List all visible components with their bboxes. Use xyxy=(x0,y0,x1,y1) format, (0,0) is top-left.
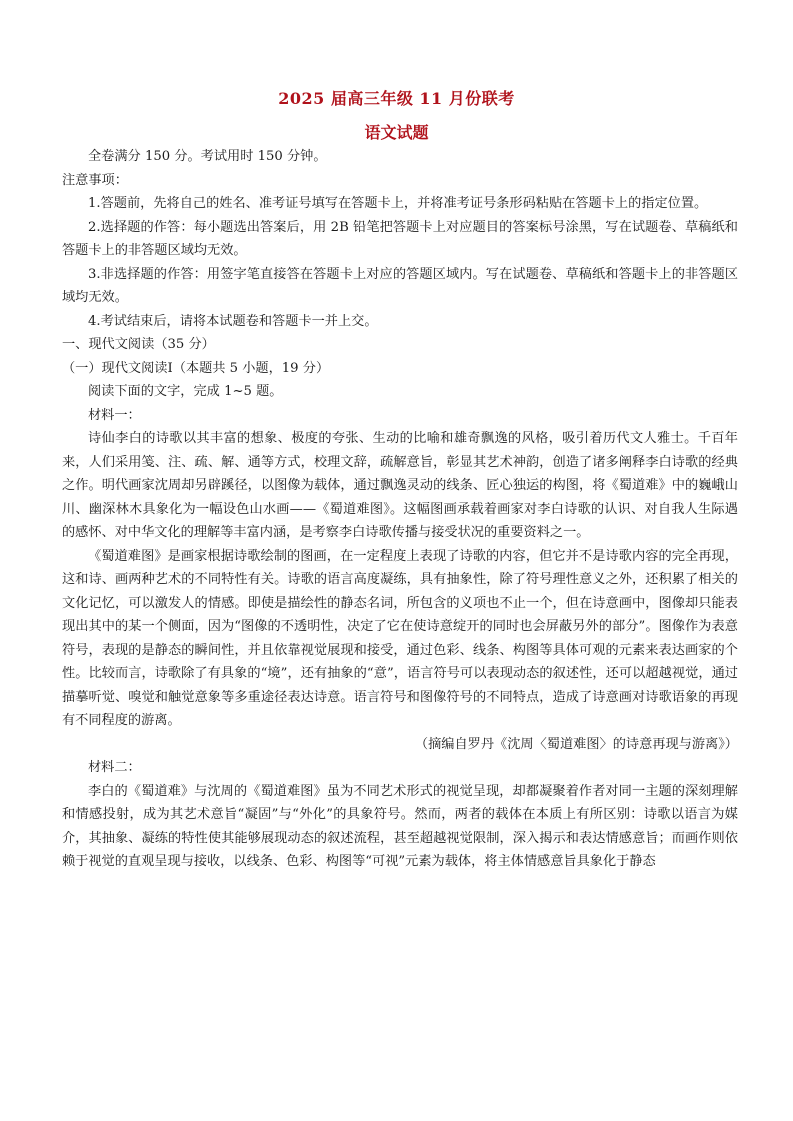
material-paragraph: 诗仙李白的诗歌以其丰富的想象、极度的夸张、生动的比喻和雄奇飘逸的风格，吸引着历代文人雅士。千百年来，人们采用笺、注、疏、解、通等方式，校理文辞，疏解意旨，彰显其艺术神韵，创造了诸多阐释李白诗歌的经典之作。明代画家沈周却另辟蹊径，以图像为载体，通过飘逸灵动的线条、匠心独运的构图，将《蜀道难》中的巍峨山川、幽深林木具象化为一幅设色山水画——《蜀道难图》。这幅图画承载着画家对李白诗歌的认识、对自我人生际遇的感怀、对中华文化的理解等丰富内涵，是考察李白诗歌传播与接受状况的重要资料之一。 xyxy=(62,431,738,540)
material-paragraph: 《蜀道难图》是画家根据诗歌绘制的图画，在一定程度上表现了诗歌的内容，但它并不是诗歌内容的完全再现，这和诗、画两种艺术的不同特性有关。诗歌的语言高度凝练，具有抽象性，除了符号理性意义之外，还积累了相关的文化记忆，可以激发人的情感。即使是描绘性的静态名词，所包含的义项也不止一个，但在诗意画中，图像却只能表现出其中的某一个侧面，因为“图像的不透明性，决定了它在使诗意绽开的同时也会屏蔽另外的部分”。图像作为表意符号，表现的是静态的瞬间性，并且依靠视觉展现和接受，通过色彩、线条、构图等具体可观的元素来表达画家的个性。比较而言，诗歌除了有具象的“境”，还有抽象的“意”，语言符号可以表现动态的叙述性，还可以超越视觉，通过描摹听觉、嗅觉和触觉意象等多重途径表达诗意。语言符号和图像符号的不同特点，造成了诗意画对诗歌语象的再现有不同程度的游离。 xyxy=(62,548,738,728)
material-label: 材料一： xyxy=(88,407,141,423)
subsection-heading: （一）现代文阅读Ⅰ（本题共 5 小题，19 分） xyxy=(62,360,330,376)
reading-instruction: 阅读下面的文字，完成 1~5 题。 xyxy=(88,384,283,399)
exam-subtitle: 语文试题 xyxy=(364,123,429,142)
notice-item: 4.考试结束后，请将本试题卷和答题卡一并上交。 xyxy=(88,313,378,329)
material-source: （摘编自罗丹《沈周〈蜀道难图〉的诗意再现与游离》） xyxy=(414,736,738,752)
notice-item: 3.非选择题的作答：用签字笔直接答在答题卡上对应的答题区域内。写在试题卷、草稿纸和答题卡上的非答题区域均无效。 xyxy=(62,266,738,305)
exam-body xyxy=(62,145,738,874)
exam-title: 2025 届高三年级 11 月份联考 xyxy=(278,89,515,108)
notice-item: 1.答题前，先将自己的姓名、准考证号填写在答题卡上，并将准考证号条形码粘贴在答题卡上的指定位置。 xyxy=(88,196,708,211)
score-time-line: 全卷满分 150 分。考试用时 150 分钟。 xyxy=(88,149,327,164)
section-heading: 一、现代文阅读（35 分） xyxy=(62,337,215,352)
notice-item: 2.选择题的作答：每小题选出答案后，用 2B 铅笔把答题卡上对应题目的答案标号涂黑，写在试题卷、草稿纸和答题卡上的非答题区域均无效。 xyxy=(62,219,738,258)
material-label: 材料二： xyxy=(88,760,141,775)
material-paragraph: 李白的《蜀道难》与沈周的《蜀道难图》虽为不同艺术形式的视觉呈现，却都凝聚着作者对同一主题的深刻理解和情感投射，成为其艺术意旨“凝固”与“外化”的具象符号。然而，两者的载体在本质上有所区别：诗歌以语言为媒介，其抽象、凝练的特性使其能够展现动态的叙述流程，甚至超越视觉限制，深入揭示和表达情感意旨；而画作则依赖于视觉的直观呈现与接收，以线条、色彩、构图等“可视”元素为载体，将主体情感意旨具象化于静态 xyxy=(62,783,738,869)
notice-heading: 注意事项： xyxy=(62,172,128,188)
